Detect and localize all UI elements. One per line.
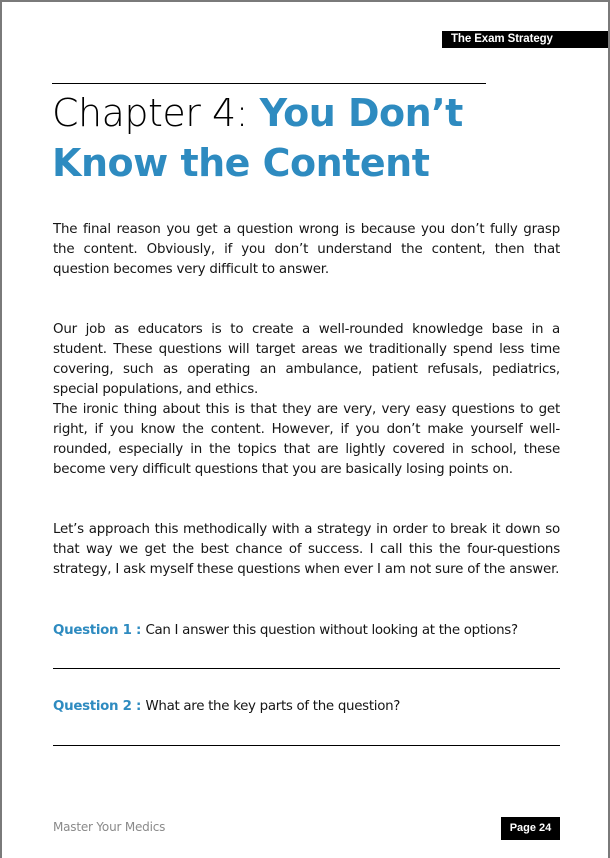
section-tag: The Exam Strategy bbox=[442, 31, 608, 48]
answer-line bbox=[53, 668, 560, 669]
question-text: Can I answer this question without looking at the options? bbox=[145, 623, 518, 638]
title-divider bbox=[52, 83, 486, 84]
answer-line bbox=[53, 745, 560, 746]
paragraph: The final reason you get a question wrong is because you don’t fully grasp the content. Obviously, if you don’t understand the content, then that question becomes very difficult to answer. bbox=[53, 222, 560, 277]
question-label: Question 1 : bbox=[53, 623, 146, 638]
footer-brand: Master Your Medics bbox=[53, 820, 166, 834]
question-text: What are the key parts of the question? bbox=[145, 699, 401, 714]
question-2 bbox=[53, 697, 563, 717]
paragraph: Our job as educators is to create a well-rounded knowledge base in a student. These questions will target areas we traditionally spend less time covering, such as operating an ambulance, patient refusals, pediatrics, special populations, and ethics. bbox=[53, 322, 560, 397]
paragraph: Let’s approach this methodically with a strategy in order to break it down so that way we get the best chance of success. I call this the four-questions strategy, I ask myself these questions when ever I am not sure of the answer. bbox=[53, 522, 560, 577]
paragraph: The ironic thing about this is that they are very, very easy questions to get right, if you know the content. However, if you don’t make yourself well-rounded, especially in the topics that are lightly covered in school, these become very difficult questions that you are basically losing points on. bbox=[53, 402, 560, 477]
chapter-title bbox=[52, 88, 512, 188]
chapter-number: Chapter 4: bbox=[52, 91, 260, 135]
page-number-badge: Page 24 bbox=[501, 817, 560, 840]
question-label: Question 2 : bbox=[53, 699, 146, 714]
question-1 bbox=[53, 621, 563, 641]
chapter-name: You Don’t Know the Content bbox=[52, 91, 463, 185]
